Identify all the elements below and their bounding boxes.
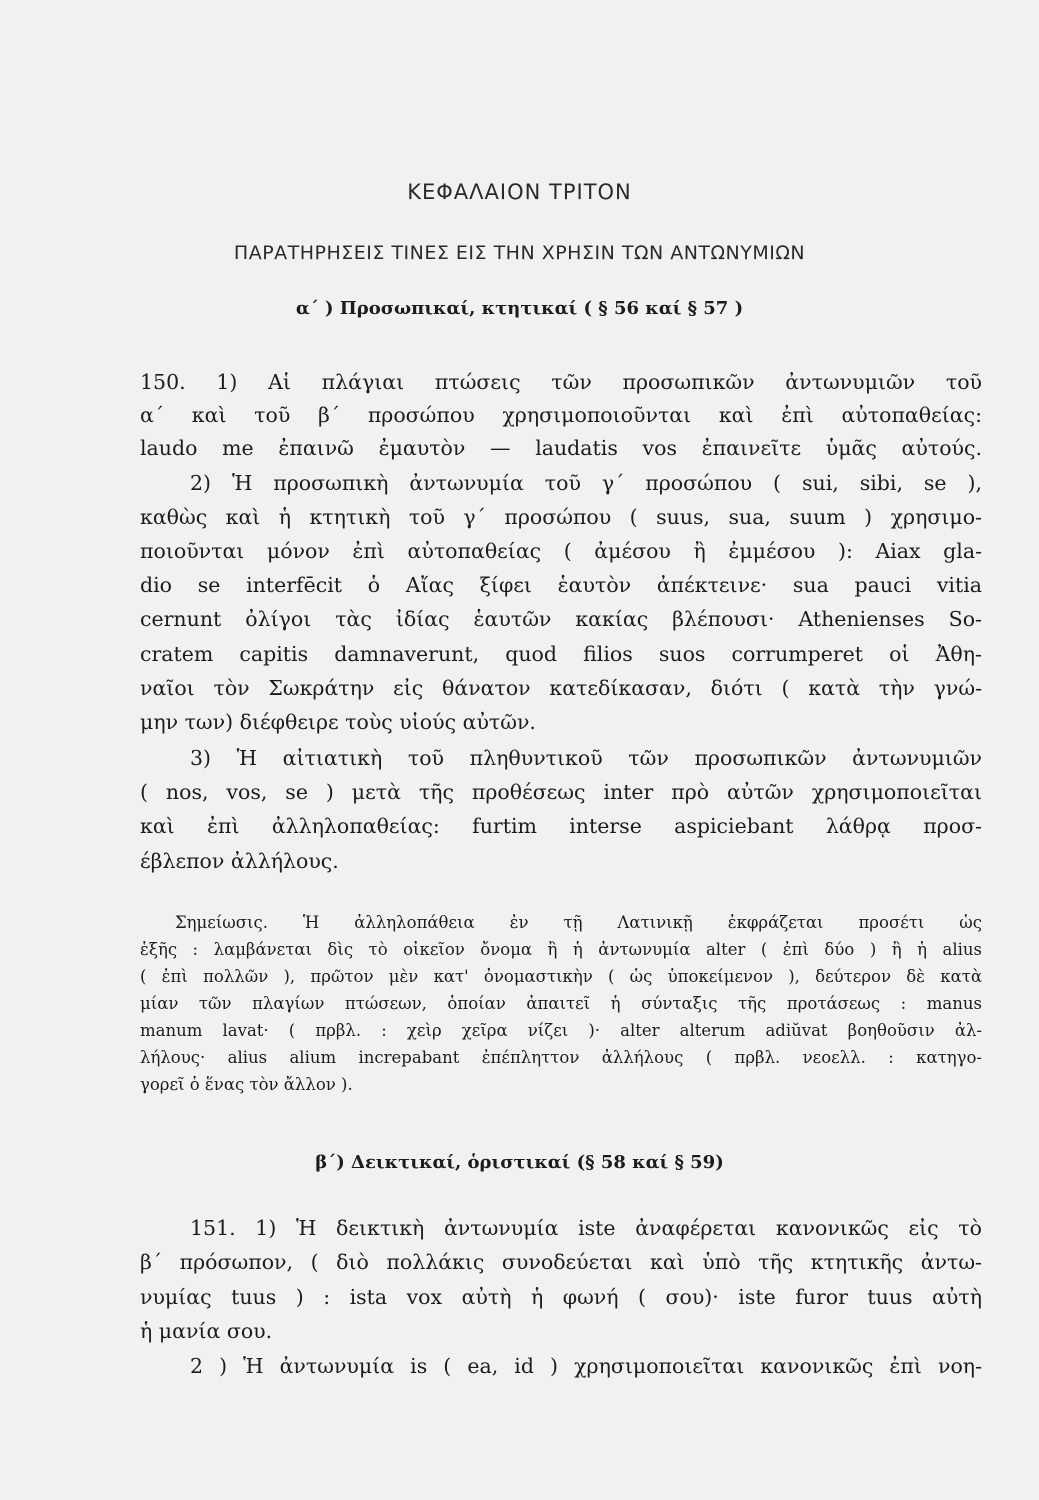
para150-line: dio se interfēcit ὁ Αἴας ξίφει ἑαυτὸν ἀπέκτεινε· sua pauci vitia [140, 573, 982, 597]
note-line: γορεῖ ὁ ἕνας τὸν ἄλλον ). [140, 1075, 353, 1094]
para150-line: καὶ ἐπὶ ἀλληλοπαθείας: furtim interse aspiciebant λάθρᾳ προσ- [140, 814, 982, 838]
para150-line: cratem capitis damnaverunt, quod filios suos corrumperet οἱ Ἀθη- [140, 642, 982, 666]
para150-line: 150. 1) Αἱ πλάγιαι πτώσεις τῶν προσωπικῶν ἀντωνυμιῶν τοῦ [140, 370, 982, 394]
section-b-heading: β΄) Δεικτικαί, ὁριστικαί (§ 58 καί § 59) [315, 1152, 724, 1173]
para151-line: 151. 1) Ἡ δεικτικὴ ἀντωνυμία iste ἀναφέρεται κανονικῶς εἰς τὸ [190, 1216, 982, 1240]
para150-line: 3) Ἡ αἰτιατικὴ τοῦ πληθυντικοῦ τῶν προσωπικῶν ἀντωνυμιῶν [190, 746, 982, 770]
para150-line: 2) Ἡ προσωπικὴ ἀντωνυμία τοῦ γ΄ προσώπου ( sui, sibi, se ), [190, 471, 982, 495]
note-line: μίαν τῶν πλαγίων πτώσεων, ὁποίαν ἀπαιτεῖ ἡ σύνταξις τῆς προτάσεως : manus [140, 994, 982, 1013]
chapter-subtitle: ΠΑΡΑΤΗΡΗΣΕΙΣ ΤΙΝΕΣ ΕΙΣ ΤΗΝ ΧΡΗΣΙΝ ΤΩΝ ΑΝΤΩΝΥΜΙΩΝ [233, 242, 806, 264]
note-line: ( ἐπὶ πολλῶν ), πρῶτον μὲν κατ' ὀνομαστικὴν ( ὡς ὑποκείμενον ), δεύτερον δὲ κατὰ [140, 967, 982, 986]
note-line: ἑξῆς : λαμβάνεται δὶς τὸ οἰκεῖον ὄνομα ἢ ἡ ἀντωνυμία alter ( ἐπὶ δύο ) ἢ ἡ alius [140, 940, 982, 959]
para150-line: έβλεπον ἀλλήλους. [140, 849, 339, 873]
para151-line: 2 ) Ἡ ἀντωνυμία is ( ea, id ) χρησιμοποιεῖται κανονικῶς ἐπὶ νοη- [190, 1354, 982, 1378]
para150-line: laudo me ἐπαινῶ ἐμαυτὸν — laudatis vos ἐπαινεῖτε ὑμᾶς αὐτούς. [140, 436, 982, 460]
para151-line: β΄ πρόσωπον, ( διὸ πολλάκις συνοδεύεται καὶ ὑπὸ τῆς κτητικῆς ἀντω- [140, 1250, 982, 1274]
para150-line: ναῖοι τὸν Σωκράτην εἰς θάνατον κατεδίκασαν, διότι ( κατὰ τὴν γνώ- [140, 676, 982, 700]
para151-line: νυμίας tuus ) : ista vox αὐτὴ ἡ φωνή ( σου)· iste furor tuus αὐτὴ [140, 1285, 982, 1309]
note-line: manum lavat· ( πρβλ. : χεὶρ χεῖρα νίζει )· alter alterum adiŭvat βοηθοῦσιν ἀλ- [140, 1021, 982, 1040]
para150-line: cernunt ὀλίγοι τὰς ἰδίας ἑαυτῶν κακίας βλέπουσι· Athenienses So- [140, 607, 982, 631]
chapter-title: ΚΕΦΑΛΑΙΟΝ ΤΡΙΤΟΝ [407, 180, 632, 204]
para150-line: ποιοῦνται μόνον ἐπὶ αὐτοπαθείας ( ἀμέσου ἢ ἐμμέσου ): Aiax gla- [140, 539, 982, 563]
section-a-heading: α΄ ) Προσωπικαί, κτητικαί ( § 56 καί § 57 ) [295, 298, 744, 319]
para150-line: καθὼς καὶ ἡ κτητικὴ τοῦ γ΄ προσώπου ( suus, sua, suum ) χρησιμο- [140, 505, 982, 529]
para151-line: ἡ μανία σου. [140, 1319, 273, 1343]
note-line: Σημείωσις. Ἡ ἀλληλοπάθεια ἐν τῇ Λατινικῇ ἐκφράζεται προσέτι ὡς [175, 913, 982, 932]
para150-line: μην των) διέφθειρε τοὺς υἱούς αὐτῶν. [140, 710, 536, 734]
para150-line: ( nos, vos, se ) μετὰ τῆς προθέσεως inter πρὸ αὐτῶν χρησιμοποιεῖται [140, 780, 982, 804]
note-line: λήλους· alius alium increpabant ἐπέπληττον ἀλλήλους ( πρβλ. νεοελλ. : κατηγο- [140, 1048, 982, 1067]
para150-line: α΄ καὶ τοῦ β΄ προσώπου χρησιμοποιοῦνται καὶ ἐπὶ αὐτοπαθείας: [140, 403, 982, 427]
